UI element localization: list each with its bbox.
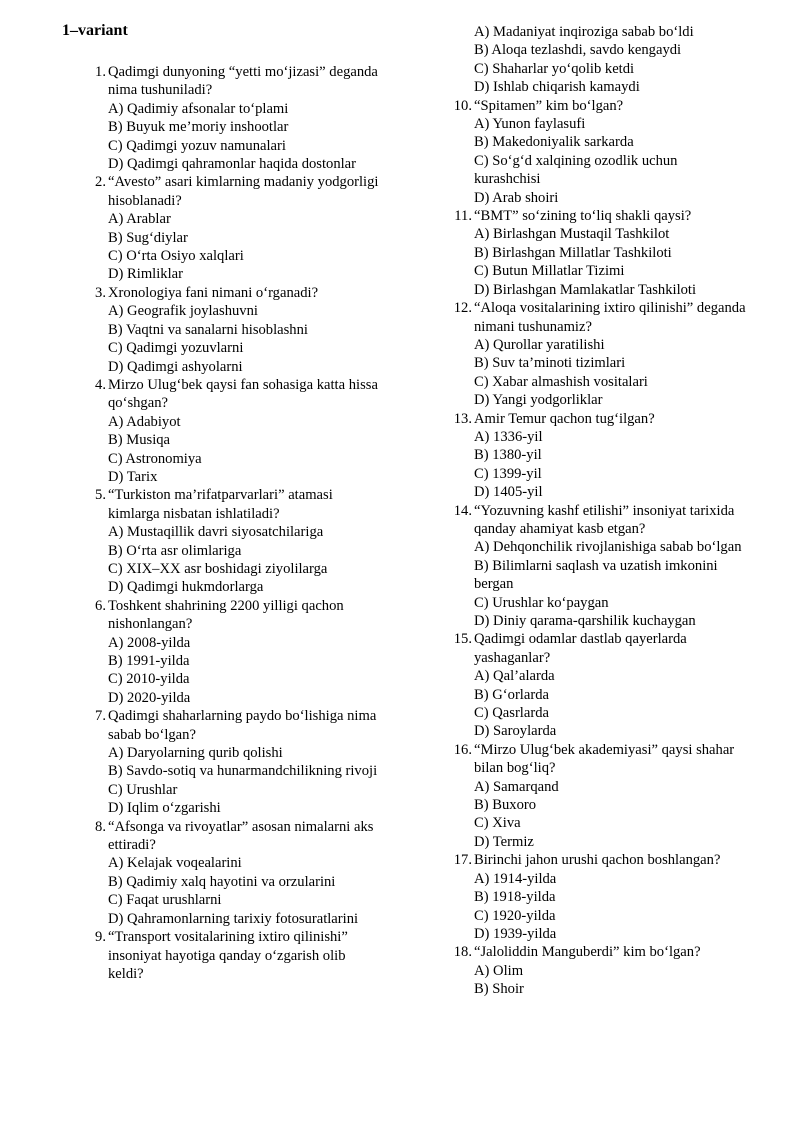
question-text: Amir Temur qachon tug‘ilgan? [474, 410, 655, 427]
answer-option[interactable]: A) Kelajak voqealarini [108, 855, 242, 872]
answer-option[interactable]: D) Rimliklar [108, 266, 183, 283]
answer-option[interactable]: D) Yangi yodgorliklar [474, 392, 603, 409]
answer-option[interactable]: A) Daryolarning qurib qolishi [108, 745, 283, 762]
answer-option[interactable]: A) Madaniyat inqiroziga sabab bo‘ldi [474, 24, 694, 40]
question-text: “Jaloliddin Manguberdi” kim bo‘lgan? [474, 944, 701, 961]
question-text: “Transport vositalarining ixtiro qilinishi” insoniyat hayotiga qanday o‘zgarish olib keldi? [108, 929, 348, 982]
page-title: 1–variant [62, 22, 128, 39]
question-text: Mirzo Ulug‘bek qaysi fan sohasiga katta hissa qo‘shgan? [108, 376, 378, 412]
answer-option[interactable]: C) 2010-yilda [108, 671, 190, 688]
question-number: 1. [95, 64, 106, 80]
question-text: “BMT” so‘zining to‘liq shakli qaysi? [474, 208, 692, 225]
answer-option[interactable]: C) Astronomiya [108, 450, 202, 467]
answer-option[interactable]: D) Qadimgi ashyolarni [108, 358, 243, 375]
question-item [80, 486, 380, 596]
question-item [80, 597, 380, 707]
answer-option[interactable]: B) O‘rta asr olimlariga [108, 542, 242, 559]
answer-option[interactable]: B) Musiqa [108, 432, 171, 449]
answer-option[interactable]: C) Faqat urushlarni [108, 892, 222, 909]
question-number: 16. [453, 741, 472, 758]
answer-option[interactable]: D) Tarix [108, 468, 158, 485]
question-number: 12. [453, 300, 472, 317]
answer-option[interactable]: B) Savdo-sotiq va hunarmandchilikning rivoji [108, 763, 378, 780]
answer-option[interactable]: C) Shaharlar yo‘qolib ketdi [474, 60, 635, 77]
question-9-continued-options [446, 23, 746, 97]
question-item [446, 299, 746, 409]
question-item [80, 707, 380, 817]
question-item [446, 851, 746, 943]
question-item [80, 173, 380, 283]
answer-option[interactable]: A) 2008-yilda [108, 634, 191, 651]
answer-option[interactable]: B) Vaqtni va sanalarni hisoblashni [108, 321, 308, 338]
answer-option[interactable]: A) Olim [474, 962, 524, 979]
answer-option[interactable]: B) Sug‘diylar [108, 229, 188, 246]
answer-option[interactable]: D) Termiz [474, 833, 534, 850]
answer-option[interactable]: B) Shoir [474, 981, 524, 998]
question-number: 13. [453, 410, 472, 427]
answer-option[interactable]: B) Bilimlarni saqlash va uzatish imkonini bergan [474, 557, 718, 593]
answer-option[interactable]: D) Saroylarda [474, 723, 557, 740]
answer-option[interactable]: A) Geografik joylashuvni [108, 303, 258, 320]
answer-option[interactable]: D) Arab shoiri [474, 189, 559, 206]
question-number: 2. [95, 174, 106, 191]
answer-option[interactable]: C) 1920-yilda [474, 907, 556, 924]
question-item [446, 97, 746, 207]
answer-option[interactable]: B) Suv ta’minoti tizimlari [474, 355, 626, 372]
question-item [446, 207, 746, 299]
questions-left-column [80, 63, 380, 983]
question-item [446, 943, 746, 998]
answer-option[interactable]: C) Qadimgi yozuv namunalari [108, 137, 286, 154]
question-text: “Aloqa vositalarining ixtiro qilinishi” deganda nimani tushunamiz? [474, 300, 746, 335]
question-item [80, 818, 380, 928]
question-text: “Yozuvning kashf etilishi” insoniyat tarixida qanday ahamiyat kasb etgan? [474, 502, 735, 537]
answer-option[interactable]: B) Buyuk me’moriy inshootlar [108, 119, 289, 136]
question-item [446, 630, 746, 740]
answer-option[interactable]: D) Qadimgi qahramonlar haqida dostonlar [108, 156, 357, 173]
answer-option[interactable]: A) 1336-yil [474, 428, 543, 445]
question-item [80, 928, 380, 983]
question-number: 7. [95, 708, 106, 725]
answer-option[interactable]: A) Dehqonchilik rivojlanishiga sabab bo‘lgan [474, 539, 742, 556]
question-text: “Mirzo Ulug‘bek akademiyasi” qaysi shahar bilan bog‘liq? [474, 741, 735, 777]
answer-option[interactable]: D) 2020-yilda [108, 689, 191, 706]
answer-option[interactable]: C) So‘g‘d xalqining ozodlik uchun kurashchisi [474, 152, 678, 188]
answer-option[interactable]: B) Qadimiy xalq hayotini va orzularini [108, 873, 336, 890]
question-text: Qadimgi dunyoning “yetti mo‘jizasi” deganda nima tushuniladi? [108, 64, 378, 99]
question-text: Qadimgi odamlar dastlab qayerlarda yashaganlar? [474, 631, 687, 666]
answer-option[interactable]: C) Urushlar ko‘paygan [474, 594, 609, 611]
question-number: 4. [95, 376, 106, 393]
answer-option[interactable]: B) Buxoro [474, 797, 537, 814]
question-number: 3. [95, 284, 106, 301]
answer-option[interactable]: A) Mustaqillik davri siyosatchilariga [108, 524, 324, 541]
answer-option[interactable]: D) Qadimgi hukmdorlarga [108, 579, 264, 596]
question-text: “Turkiston ma’rifatparvarlari” atamasi kimlarga nisbatan ishlatiladi? [108, 487, 333, 522]
question-item [80, 376, 380, 486]
question-item [446, 741, 746, 851]
question-text: Toshkent shahrining 2200 yilligi qachon nishonlangan? [108, 597, 344, 633]
answer-option[interactable]: C) 1399-yil [474, 465, 542, 482]
question-item [446, 502, 746, 631]
answer-option[interactable]: B) Makedoniyalik sarkarda [474, 134, 634, 151]
answer-option[interactable]: D) Ishlab chiqarish kamaydi [474, 79, 640, 96]
answer-option[interactable]: B) Birlashgan Millatlar Tashkiloti [474, 244, 672, 261]
question-number: 6. [95, 597, 106, 614]
question-text: “Afsonga va rivoyatlar” asosan nimalarni aks ettiradi? [108, 818, 374, 854]
answer-option[interactable]: D) Qahramonlarning tarixiy fotosuratlarini [108, 910, 359, 927]
answer-option[interactable]: A) 1914-yilda [474, 870, 557, 887]
question-text: Birinchi jahon urushi qachon boshlangan? [474, 852, 721, 869]
question-text: “Spitamen” kim bo‘lgan? [474, 97, 624, 114]
question-number: 11. [454, 208, 472, 225]
answer-option[interactable]: C) Qadimgi yozuvlarni [108, 340, 244, 357]
answer-option[interactable]: A) Qurollar yaratilishi [474, 336, 605, 353]
answer-option[interactable]: D) Birlashgan Mamlakatlar Tashkiloti [474, 281, 697, 298]
question-number: 9. [95, 929, 106, 946]
question-text: Xronologiya fani nimani o‘rganadi? [108, 284, 319, 301]
question-number: 18. [453, 944, 472, 961]
answer-option[interactable]: C) Qasrlarda [474, 705, 549, 722]
question-number: 8. [95, 818, 106, 835]
answer-option[interactable]: A) Adabiyot [108, 413, 181, 430]
answer-option[interactable]: A) Yunon faylasufi [474, 116, 586, 133]
answer-option[interactable]: B) Aloqa tezlashdi, savdo kengaydi [474, 42, 682, 59]
answer-option[interactable]: C) Butun Millatlar Tizimi [474, 263, 625, 280]
answer-option[interactable]: C) O‘rta Osiyo xalqlari [108, 248, 244, 265]
question-number: 14. [453, 502, 472, 519]
question-text: Qadimgi shaharlarning paydo bo‘lishiga nima sabab bo‘lgan? [108, 708, 377, 743]
answer-option[interactable]: D) Iqlim o‘zgarishi [108, 800, 221, 817]
answer-option[interactable]: C) Urushlar [108, 781, 178, 798]
answer-option[interactable]: A) Arablar [108, 211, 171, 228]
answer-option[interactable]: C) XIX–XX asr boshidagi ziyolilarga [108, 560, 328, 577]
question-item [80, 284, 380, 376]
question-number: 5. [95, 487, 106, 504]
answer-option[interactable]: D) 1939-yilda [474, 925, 557, 942]
answer-option[interactable]: A) Qadimiy afsonalar to‘plami [108, 100, 289, 117]
answer-option[interactable]: A) Birlashgan Mustaqil Tashkilot [474, 226, 670, 243]
answer-option[interactable]: B) G‘orlarda [474, 686, 549, 703]
question-item [446, 410, 746, 502]
answer-option[interactable]: A) Samarqand [474, 778, 559, 795]
answer-option[interactable]: C) Xabar almashish vositalari [474, 373, 648, 390]
question-number: 17. [453, 852, 472, 869]
answer-option[interactable]: C) Xiva [474, 815, 521, 832]
question-text: “Avesto” asari kimlarning madaniy yodgorligi hisoblanadi? [108, 174, 379, 209]
answer-option[interactable]: B) 1991-yilda [108, 653, 190, 669]
question-number: 15. [453, 631, 472, 648]
answer-option[interactable]: B) 1918-yilda [474, 889, 556, 906]
question-item [80, 63, 380, 173]
answer-option[interactable]: B) 1380-yil [474, 447, 542, 464]
answer-option[interactable]: A) Qal’alarda [474, 668, 555, 685]
question-number: 10. [453, 97, 472, 114]
answer-option[interactable]: D) Diniy qarama-qarshilik kuchaygan [474, 613, 696, 629]
answer-option[interactable]: D) 1405-yil [474, 484, 543, 501]
questions-right-column [446, 23, 746, 999]
